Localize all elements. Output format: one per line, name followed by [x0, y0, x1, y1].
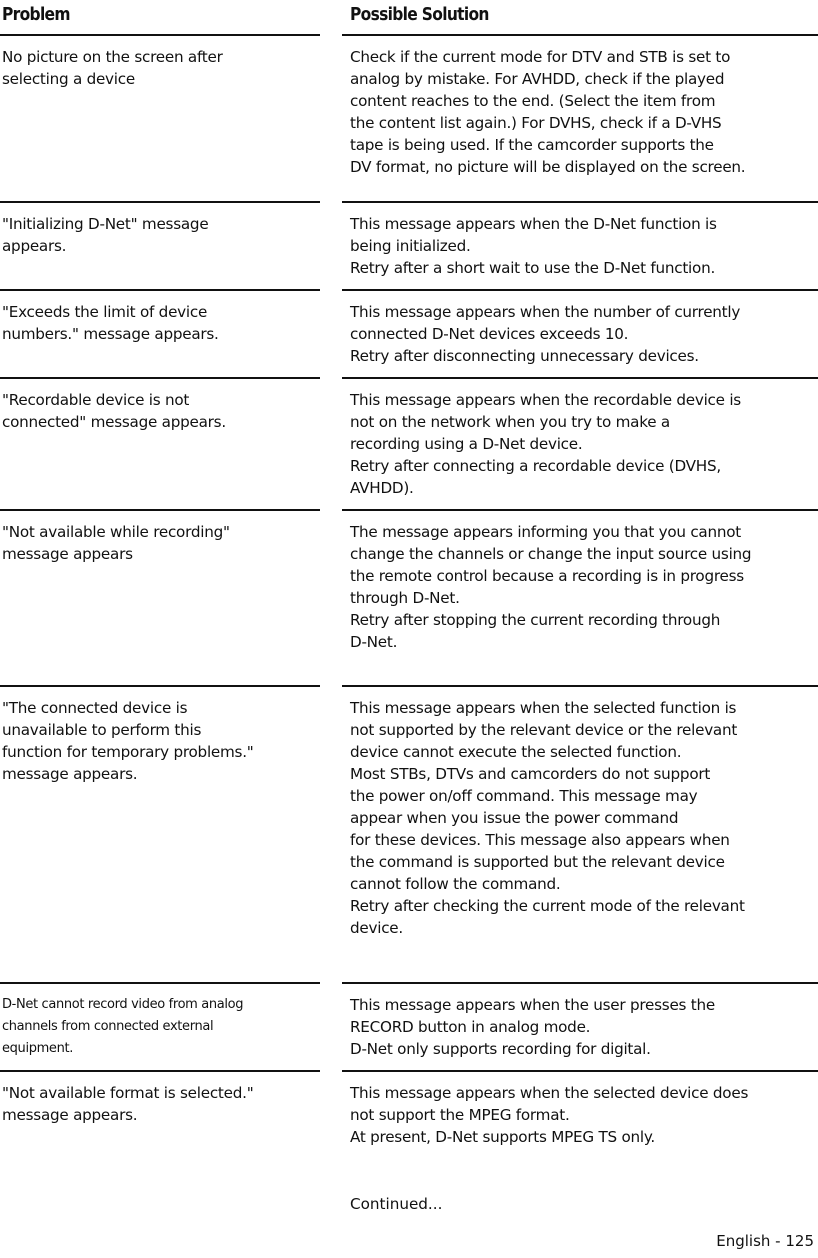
solution-line: At present, D-Net supports MPEG TS only. [350, 1128, 655, 1146]
solution-cell [350, 521, 816, 653]
solution-line: Retry after disconnecting unnecessary devices. [350, 347, 699, 365]
solution-line: the power on/off command. This message may [350, 787, 698, 805]
solution-cell [350, 697, 816, 939]
solution-line: This message appears when the user presses the [350, 996, 715, 1014]
header-rule-solution [342, 34, 818, 36]
problem-line: selecting a device [2, 70, 135, 88]
problem-column-header: Problem [2, 4, 70, 25]
solution-line: change the channels or change the input source using [350, 545, 752, 563]
solution-line: cannot follow the command. [350, 875, 561, 893]
solution-line: RECORD button in analog mode. [350, 1018, 591, 1036]
problem-line: numbers." message appears. [2, 325, 219, 343]
solution-line: This message appears when the selected function is [350, 699, 737, 717]
row-divider-problem [0, 289, 320, 291]
problem-line: unavailable to perform this [2, 721, 202, 739]
problem-line: "Not available format is selected." [2, 1084, 254, 1102]
solution-line: recording using a D-Net device. [350, 435, 583, 453]
continued-note: Continued... [350, 1195, 443, 1213]
row-divider-solution [342, 509, 818, 511]
solution-cell [350, 389, 816, 499]
table-header [0, 0, 818, 34]
problem-line: message appears. [2, 765, 138, 783]
solution-line: appear when you issue the power command [350, 809, 679, 827]
problem-cell [2, 697, 317, 785]
problem-line: D-Net cannot record video from analog [2, 997, 244, 1012]
solution-cell [350, 46, 816, 178]
problem-line: appears. [2, 237, 67, 255]
solution-line: AVHDD). [350, 479, 414, 497]
solution-cell [350, 1082, 816, 1148]
row-divider-solution [342, 685, 818, 687]
solution-line: This message appears when the D-Net function is [350, 215, 717, 233]
problem-line: "Initializing D-Net" message [2, 215, 209, 233]
solution-line: Retry after checking the current mode of the relevant [350, 897, 745, 915]
solution-line: Retry after a short wait to use the D-Net function. [350, 259, 716, 277]
row-divider-solution [342, 289, 818, 291]
row-divider-problem [0, 982, 320, 984]
solution-line: not on the network when you try to make a [350, 413, 670, 431]
row-divider-problem [0, 201, 320, 203]
problem-cell [2, 46, 317, 90]
solution-cell [350, 994, 816, 1060]
solution-line: not support the MPEG format. [350, 1106, 570, 1124]
problem-line: No picture on the screen after [2, 48, 223, 66]
solution-line: content reaches to the end. (Select the item from [350, 92, 716, 110]
problem-cell [2, 213, 317, 257]
problem-cell [2, 521, 317, 565]
solution-line: D-Net. [350, 633, 398, 651]
solution-line: not supported by the relevant device or the relevant [350, 721, 738, 739]
solution-line: Retry after stopping the current recording through [350, 611, 721, 629]
solution-line: the content list again.) For DVHS, check if a D-VHS [350, 114, 722, 132]
problem-line: message appears [2, 545, 133, 563]
solution-line: This message appears when the selected device does [350, 1084, 749, 1102]
problem-cell [2, 301, 317, 345]
solution-line: Retry after connecting a recordable device (DVHS, [350, 457, 721, 475]
solution-line: connected D-Net devices exceeds 10. [350, 325, 629, 343]
solution-line: The message appears informing you that you cannot [350, 523, 741, 541]
solution-line: the remote control because a recording is in progress [350, 567, 744, 585]
problem-line: function for temporary problems." [2, 743, 254, 761]
solution-line: analog by mistake. For AVHDD, check if the played [350, 70, 725, 88]
solution-line: device. [350, 919, 403, 937]
problem-line: connected" message appears. [2, 413, 226, 431]
problem-line: message appears. [2, 1106, 138, 1124]
solution-line: DV format, no picture will be displayed on the screen. [350, 158, 746, 176]
solution-line: device cannot execute the selected function. [350, 743, 682, 761]
problem-cell [2, 994, 317, 1060]
solution-line: being initialized. [350, 237, 471, 255]
row-divider-solution [342, 201, 818, 203]
problem-line: "The connected device is [2, 699, 188, 717]
row-divider-solution [342, 377, 818, 379]
page-number: English - 125 [716, 1232, 814, 1250]
solution-line: tape is being used. If the camcorder supports the [350, 136, 714, 154]
problem-line: equipment. [2, 1041, 73, 1056]
problem-line: "Not available while recording" [2, 523, 230, 541]
solution-line: This message appears when the number of currently [350, 303, 741, 321]
row-divider-solution [342, 1070, 818, 1072]
row-divider-problem [0, 509, 320, 511]
solution-line: Check if the current mode for DTV and STB is set to [350, 48, 731, 66]
row-divider-problem [0, 377, 320, 379]
problem-cell [2, 1082, 317, 1126]
solution-column-header: Possible Solution [350, 4, 489, 25]
solution-line: through D-Net. [350, 589, 460, 607]
row-divider-problem [0, 1070, 320, 1072]
problem-line: channels from connected external [2, 1019, 214, 1034]
solution-line: Most STBs, DTVs and camcorders do not support [350, 765, 711, 783]
row-divider-solution [342, 982, 818, 984]
solution-cell [350, 213, 816, 279]
solution-line: D-Net only supports recording for digital. [350, 1040, 651, 1058]
solution-line: This message appears when the recordable device is [350, 391, 741, 409]
problem-line: "Recordable device is not [2, 391, 190, 409]
solution-line: the command is supported but the relevant device [350, 853, 725, 871]
problem-line: "Exceeds the limit of device [2, 303, 208, 321]
problem-cell [2, 389, 317, 433]
header-rule-problem [0, 34, 320, 36]
row-divider-problem [0, 685, 320, 687]
solution-cell [350, 301, 816, 367]
solution-line: for these devices. This message also appears when [350, 831, 730, 849]
